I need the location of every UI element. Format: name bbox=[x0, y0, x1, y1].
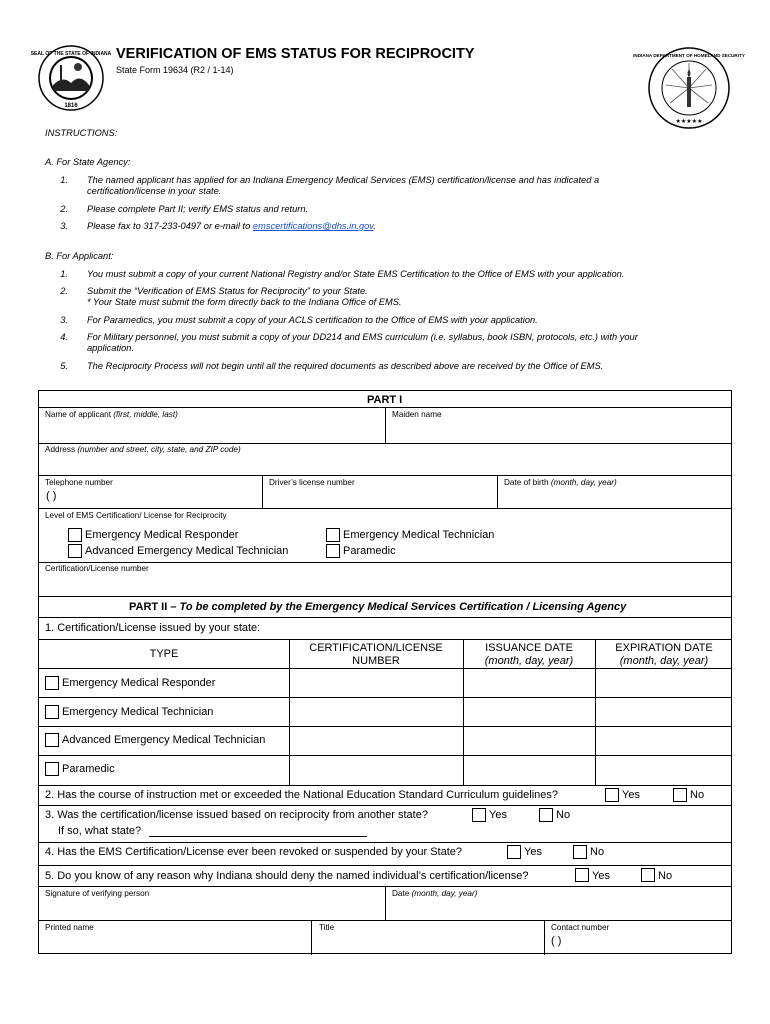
col-number: CERTIFICATION/LICENSE NUMBER bbox=[309, 642, 443, 667]
level-paramedic-label: Paramedic bbox=[343, 545, 396, 557]
q3-state-input[interactable] bbox=[149, 836, 367, 837]
q1-text: 1. Certification/License issued by your state: bbox=[45, 622, 261, 634]
phone-parens: ( ) bbox=[46, 490, 57, 502]
level-aemt-label: Advanced Emergency Medical Technician bbox=[85, 545, 289, 557]
a2-number: 2. bbox=[60, 204, 68, 214]
a1-line2: certification/license in your state. bbox=[87, 186, 222, 196]
indiana-state-seal bbox=[30, 45, 112, 111]
name-label: Name of applicant (first, middle, last) bbox=[45, 410, 178, 419]
page-title: VERIFICATION OF EMS STATUS FOR RECIPROCITY bbox=[116, 46, 475, 62]
b2-line2: * Your State must submit the form directly back to the Indiana Office of EMS. bbox=[87, 297, 402, 307]
a2-line1: Please complete Part II; verify EMS status and return. bbox=[87, 204, 309, 214]
b2-number: 2. bbox=[60, 286, 68, 296]
b4-line1: For Military personnel, you must submit a copy of your DD214 and EMS curriculum (i.e. syllabus, book ISBN, protocols, etc.) with your bbox=[87, 332, 638, 342]
row-emr-label: Emergency Medical Responder bbox=[62, 677, 216, 689]
verification-form bbox=[38, 390, 732, 954]
col-type: TYPE bbox=[149, 648, 179, 660]
q5-yes-label: Yes bbox=[592, 870, 610, 882]
q5-yes-checkbox[interactable] bbox=[575, 868, 589, 882]
contact-parens: ( ) bbox=[551, 935, 562, 947]
b5-number: 5. bbox=[60, 361, 68, 371]
row-emt-checkbox[interactable] bbox=[45, 705, 59, 719]
maiden-label: Maiden name bbox=[392, 410, 442, 419]
level-emr-label: Emergency Medical Responder bbox=[85, 529, 239, 541]
seal-year: 1816 bbox=[64, 103, 78, 109]
address-label: Address (number and street, city, state, and ZIP code) bbox=[45, 445, 241, 454]
q4-yes-checkbox[interactable] bbox=[507, 845, 521, 859]
level-emt-checkbox[interactable] bbox=[326, 528, 340, 542]
section-a-heading: A. For State Agency: bbox=[45, 157, 131, 167]
q3-yes-label: Yes bbox=[489, 809, 507, 821]
dob-label: Date of birth (month, day, year) bbox=[504, 478, 617, 487]
q3-no-checkbox[interactable] bbox=[539, 808, 553, 822]
seal-ring-text: INDIANA DEPARTMENT OF HOMELAND SECURITY bbox=[633, 53, 745, 58]
b2-line1: Submit the “Verification of EMS Status for Reciprocity” to your State. bbox=[87, 286, 368, 296]
level-emt-label: Emergency Medical Technician bbox=[343, 529, 495, 541]
level-paramedic-checkbox[interactable] bbox=[326, 544, 340, 558]
seal-stars: ★★★★★ bbox=[675, 119, 703, 125]
col-issuance: ISSUANCE DATE (month, day, year) bbox=[484, 642, 574, 667]
q2-yes-label: Yes bbox=[622, 789, 640, 801]
a3-after: . bbox=[373, 221, 376, 231]
seal-top-text: SEAL OF THE STATE OF INDIANA bbox=[30, 51, 112, 57]
b3-line1: For Paramedics, you must submit a copy of your ACLS certification to the Office of EMS with your application. bbox=[87, 315, 538, 325]
part1-title: PART I bbox=[367, 394, 403, 406]
q3-text: 3. Was the certification/license issued based on reciprocity from another state? bbox=[45, 809, 428, 821]
email-link[interactable]: emscertifications@dhs.in.gov bbox=[252, 221, 374, 231]
row-emt-label: Emergency Medical Technician bbox=[62, 706, 214, 718]
contact-label: Contact number bbox=[551, 923, 610, 932]
row-emr-checkbox[interactable] bbox=[45, 676, 59, 690]
q5-no-checkbox[interactable] bbox=[641, 868, 655, 882]
title-label: Title bbox=[319, 923, 335, 932]
row-paramedic-checkbox[interactable] bbox=[45, 762, 59, 776]
q2-no-checkbox[interactable] bbox=[673, 788, 687, 802]
q2-text: 2. Has the course of instruction met or exceeded the National Education Standard Curriculum guidelines? bbox=[45, 789, 559, 801]
q2-yes-checkbox[interactable] bbox=[605, 788, 619, 802]
row-paramedic-label: Paramedic bbox=[62, 763, 115, 775]
q4-no-label: No bbox=[590, 846, 605, 858]
part2-title: PART II – To be completed by the Emergency Medical Services Certification / Licensing Agency bbox=[129, 601, 627, 613]
q3-no-label: No bbox=[556, 809, 571, 821]
q2-no-label: No bbox=[690, 789, 705, 801]
row-aemt-checkbox[interactable] bbox=[45, 733, 59, 747]
q3-state-label: If so, what state? bbox=[58, 825, 142, 837]
q3-yes-checkbox[interactable] bbox=[472, 808, 486, 822]
a3-line1 bbox=[87, 221, 376, 233]
signature-label: Signature of verifying person bbox=[45, 889, 150, 898]
q5-text: 5. Do you know of any reason why Indiana should deny the named individual’s certification/license? bbox=[45, 870, 529, 882]
level-emr-checkbox[interactable] bbox=[68, 528, 82, 542]
b1-line1: You must submit a copy of your current National Registry and/or State EMS Certification to the Office of EMS with your application. bbox=[87, 269, 625, 279]
homeland-security-seal bbox=[633, 47, 745, 129]
level-aemt-checkbox[interactable] bbox=[68, 544, 82, 558]
q4-yes-label: Yes bbox=[524, 846, 542, 858]
level-label: Level of EMS Certification/ License for Reciprocity bbox=[45, 511, 227, 520]
drivers-license-label: Driver’s license number bbox=[269, 478, 355, 487]
a1-number: 1. bbox=[60, 175, 68, 185]
q4-text: 4. Has the EMS Certification/License ever been revoked or suspended by your State? bbox=[45, 846, 463, 858]
b1-number: 1. bbox=[60, 269, 68, 279]
a3-text: Please fax to 317-233-0497 or e-mail to bbox=[87, 221, 253, 231]
b3-number: 3. bbox=[60, 315, 68, 325]
printed-name-label: Printed name bbox=[45, 923, 94, 932]
col-expiration: EXPIRATION DATE (month, day, year) bbox=[615, 642, 713, 667]
cert-number-label: Certification/License number bbox=[45, 564, 149, 573]
row-aemt-label: Advanced Emergency Medical Technician bbox=[62, 734, 266, 746]
a1-line1: The named applicant has applied for an Indiana Emergency Medical Services (EMS) certification/license and has indicated a bbox=[87, 175, 600, 185]
b4-number: 4. bbox=[60, 332, 68, 342]
date-label: Date (month, day, year) bbox=[392, 889, 478, 898]
a3-number: 3. bbox=[60, 221, 68, 231]
b4-line2: application. bbox=[87, 343, 135, 353]
instructions-heading: INSTRUCTIONS: bbox=[45, 128, 118, 138]
form-number: State Form 19634 (R2 / 1-14) bbox=[116, 65, 234, 75]
phone-label: Telephone number bbox=[45, 478, 113, 487]
q5-no-label: No bbox=[658, 870, 673, 882]
q4-no-checkbox[interactable] bbox=[573, 845, 587, 859]
b5-line1: The Reciprocity Process will not begin until all the required documents as described above are received by the Office of EMS. bbox=[87, 361, 604, 371]
section-b-heading: B. For Applicant: bbox=[45, 251, 114, 261]
